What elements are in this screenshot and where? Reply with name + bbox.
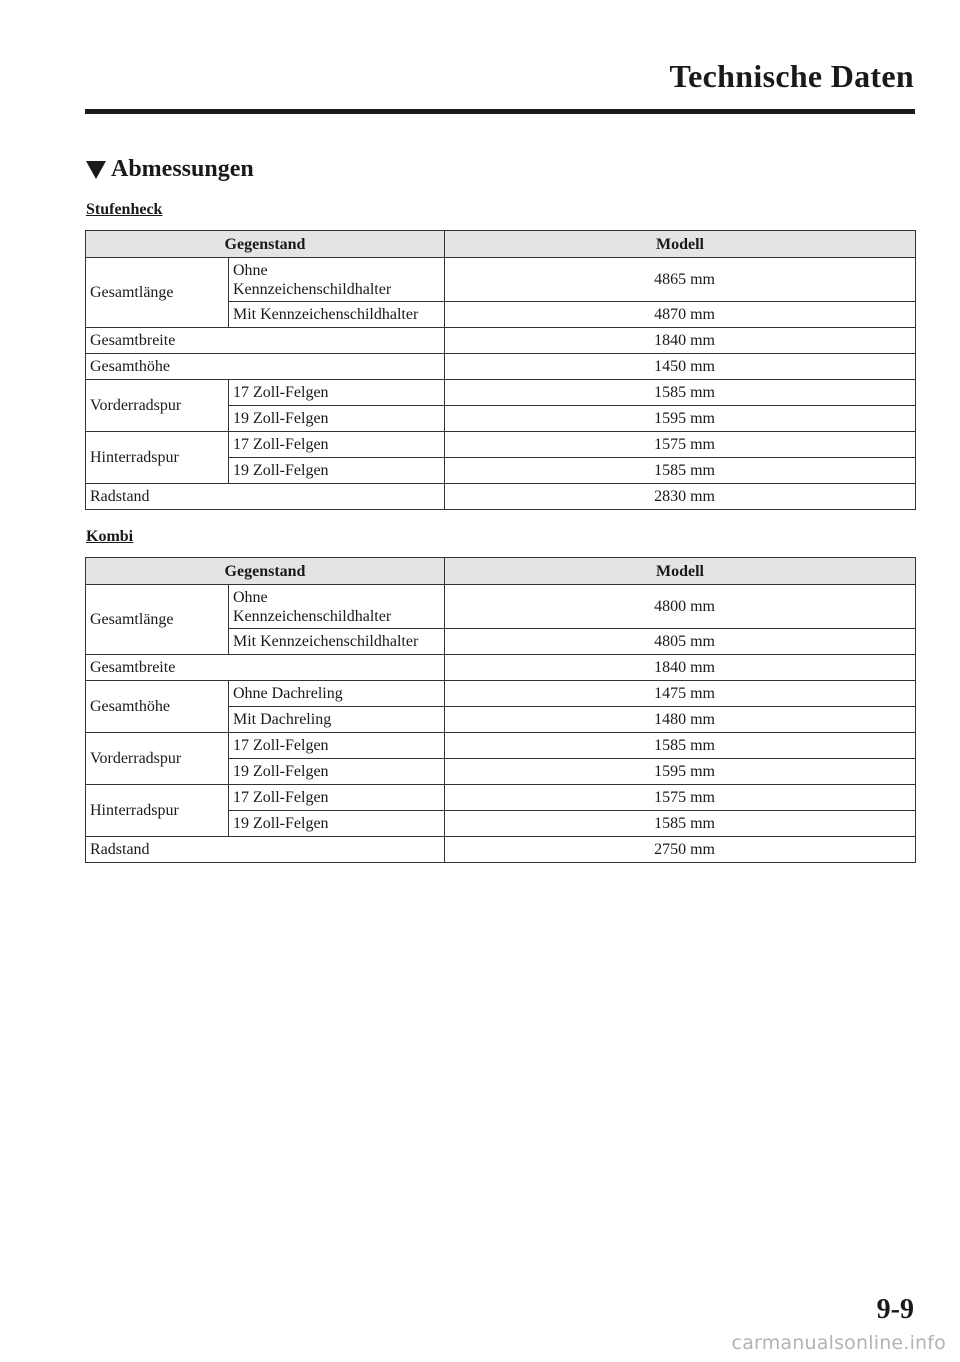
row-label: Gesamtlänge [86,258,229,328]
row-sublabel: Mit Dachreling [229,707,445,733]
row-value: 1450 mm [445,354,916,380]
row-value: 1595 mm [445,406,916,432]
row-label: Hinterradspur [86,785,229,837]
row-sublabel: 17 Zoll-Felgen [229,733,445,759]
row-value: 1840 mm [445,655,916,681]
row-sublabel: 19 Zoll-Felgen [229,458,445,484]
row-value: 1575 mm [445,432,916,458]
table-row [86,681,916,707]
row-sublabel: 17 Zoll-Felgen [229,432,445,458]
row-label: Vorderradspur [86,733,229,785]
table-row [86,380,916,406]
row-sublabel: 17 Zoll-Felgen [229,785,445,811]
row-value: 4800 mm [445,585,916,629]
triangle-down-icon [86,161,106,179]
page-number: 9-9 [876,1294,914,1325]
watermark-link[interactable]: carmanualsonline.info [731,1332,946,1354]
table-row [86,484,916,510]
row-label: Vorderradspur [86,380,229,432]
row-sublabel: Ohne Kennzeichenschildhalter [229,585,445,629]
table-row [86,733,916,759]
table-row [86,432,916,458]
row-value: 1585 mm [445,380,916,406]
row-value: 1575 mm [445,785,916,811]
row-label: Gesamthöhe [86,681,229,733]
table-row [86,785,916,811]
table-row [86,258,916,302]
row-label: Radstand [86,837,445,863]
column-header-item: Gegenstand [86,231,445,258]
table-row [86,837,916,863]
section-heading [86,156,254,183]
row-value: 4865 mm [445,258,916,302]
row-label: Radstand [86,484,445,510]
row-sublabel: Ohne Dachreling [229,681,445,707]
spec-table-stufenheck [85,230,916,510]
row-sublabel: Ohne Kennzeichenschildhalter [229,258,445,302]
header-rule [85,109,915,114]
table-row [86,655,916,681]
column-header-model: Modell [445,231,916,258]
row-label: Gesamtbreite [86,328,445,354]
row-value: 2750 mm [445,837,916,863]
row-sublabel: Mit Kennzeichenschildhalter [229,629,445,655]
table-row [86,328,916,354]
section-heading-text: Abmessungen [111,156,254,182]
row-label: Gesamthöhe [86,354,445,380]
row-sublabel: 19 Zoll-Felgen [229,406,445,432]
row-sublabel: 19 Zoll-Felgen [229,811,445,837]
table-row [86,585,916,629]
row-value: 4805 mm [445,629,916,655]
row-sublabel: 19 Zoll-Felgen [229,759,445,785]
subheading-kombi: Kombi [86,528,134,545]
spec-table-kombi [85,557,916,863]
row-label: Gesamtbreite [86,655,445,681]
row-sublabel: 17 Zoll-Felgen [229,380,445,406]
row-value: 1585 mm [445,733,916,759]
table-header-row [86,558,916,585]
table-header-row [86,231,916,258]
row-sublabel: Mit Kennzeichenschildhalter [229,302,445,328]
row-value: 1475 mm [445,681,916,707]
row-label: Hinterradspur [86,432,229,484]
row-value: 1480 mm [445,707,916,733]
subheading-stufenheck: Stufenheck [86,201,163,218]
row-value: 1840 mm [445,328,916,354]
row-value: 4870 mm [445,302,916,328]
row-value: 1585 mm [445,458,916,484]
column-header-item: Gegenstand [86,558,445,585]
row-value: 1585 mm [445,811,916,837]
row-value: 1595 mm [445,759,916,785]
row-label: Gesamtlänge [86,585,229,655]
column-header-model: Modell [445,558,916,585]
row-value: 2830 mm [445,484,916,510]
table-row [86,354,916,380]
chapter-title: Technische Daten [669,58,914,94]
